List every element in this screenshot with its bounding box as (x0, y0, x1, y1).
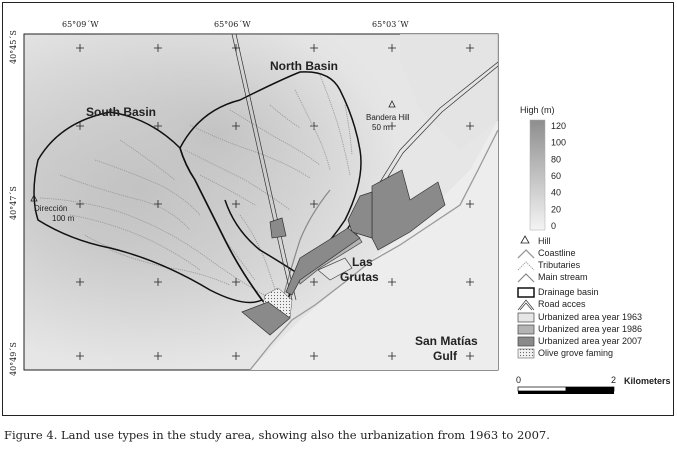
legend-item-label: Urbanized area year 1986 (538, 324, 643, 334)
elevation-tick-label: 20 (551, 204, 562, 215)
coord-left-2: 40°47´S (9, 186, 18, 220)
legend-item-label: Drainage basin (538, 287, 599, 297)
elevation-tick-label: 120 (551, 121, 567, 131)
legend-item-label: Coastline (538, 248, 576, 258)
bandera-hill-height: 50 m (372, 123, 390, 132)
north-basin-label: North Basin (270, 59, 339, 73)
elevation-tick-label: 0 (551, 221, 557, 231)
legend (518, 236, 642, 358)
direccion-height: 100 m (52, 214, 75, 223)
legend-item-label: Tributaries (538, 260, 581, 270)
las-label: Las (352, 255, 373, 269)
legend-olive-grove-symbol (518, 349, 534, 358)
elevation-color-bar (530, 120, 545, 230)
bandera-hill-label: Bandera Hill (366, 113, 410, 122)
grutas-label: Grutas (340, 270, 379, 284)
legend-tributaries-symbol (518, 262, 534, 270)
legend-item-label: Hill (538, 236, 551, 246)
legend-item-label: Urbanized area year 1963 (538, 312, 643, 322)
coord-left-3: 40°49´S (9, 342, 18, 376)
map-panel (24, 34, 498, 370)
san-matias-label: San Matías (415, 334, 478, 348)
legend-coastline-symbol (518, 250, 534, 258)
legend-road-access-symbol (518, 300, 534, 310)
figure-caption: Figure 4. Land use types in the study area, showing also the urbanization from 1963 to 2007. (4, 428, 550, 442)
elevation-legend (520, 105, 566, 231)
gulf-label: Gulf (433, 349, 457, 363)
legend-item-label: Main stream (538, 272, 588, 282)
scale-two: 2 (611, 375, 617, 385)
legend-main-stream-symbol (518, 274, 534, 282)
south-basin-label: South Basin (86, 105, 157, 119)
scale-bar (516, 375, 671, 394)
legend-urban-2007-symbol (518, 337, 534, 346)
coord-top-1: 65°09´W (62, 20, 99, 29)
elevation-legend-title: High (m) (520, 105, 555, 115)
legend-item-label: Urbanized area year 2007 (538, 336, 643, 346)
legend-drainage-basin-symbol (518, 288, 534, 297)
elevation-tick-label: 40 (551, 187, 562, 198)
scale-unit: Kilometers (624, 376, 671, 386)
elevation-tick-label: 100 (551, 137, 567, 148)
elevation-tick-label: 60 (551, 171, 562, 181)
coord-top-2: 65°06´W (214, 20, 251, 29)
scale-zero: 0 (516, 375, 522, 385)
coord-top-3: 65°03´W (372, 20, 409, 29)
legend-urban-1986-symbol (518, 325, 534, 334)
legend-urban-1963-symbol (518, 313, 534, 322)
direccion-label: Dirección (34, 204, 68, 213)
elevation-tick-label: 80 (551, 154, 562, 165)
legend-hill-symbol (521, 236, 529, 243)
coord-left-1: 40°45´S (9, 30, 18, 64)
legend-item-label: Olive grove faming (538, 348, 614, 358)
legend-item-label: Road acces (538, 299, 586, 309)
